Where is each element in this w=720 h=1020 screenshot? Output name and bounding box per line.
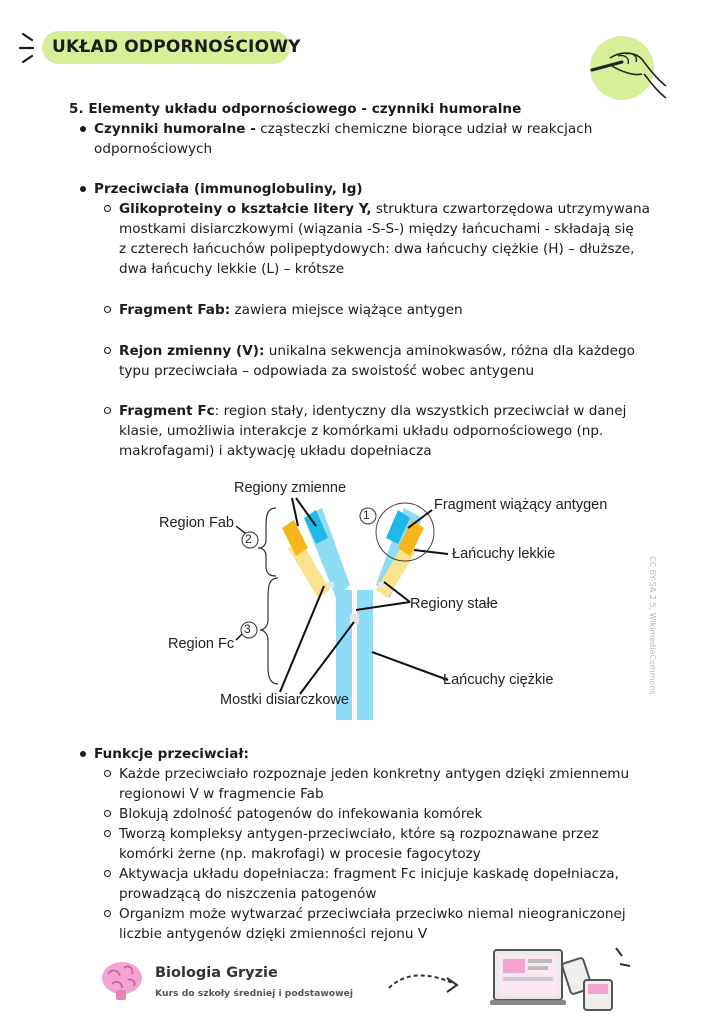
antibodies-title: Przeciwciała (immunoglobuliny, Ig) [94,181,363,197]
label-heavy-chains: Łańcuchy ciężkie [443,672,554,688]
disulfide-bridge [326,582,334,588]
humoral-line-1: Czynniki humoralne - cząsteczki chemiczne biorące udział w reakcjach [94,121,593,137]
brand-subtitle: Kurs do szkoły średniej i podstawowej [155,988,353,999]
light-variable-left [282,520,308,556]
label-light-chains: Łańcuchy lekkie [452,546,556,562]
function-item-4-line-2: prowadzącą do niszczenia patogenów [119,886,377,902]
function-item-2-line-1: Blokują zdolność patogenów do infekowania komórek [119,806,483,822]
antibody-item-4-line-2: klasie, umożliwia interakcje z komórkami układu odpornościowego (np. [119,423,604,439]
antibody-item-1-line-1: Glikoproteiny o kształcie litery Y, struktura czwartorzędowa utrzymywana [119,201,651,217]
antibody-item-3-line-1: Rejon zmienny (V): unikalna sekwencja aminokwasów, różna dla każdego [119,343,635,359]
fab-brace [258,508,276,576]
sub-bullet-icon [104,770,111,777]
number-1: 1 [363,508,370,522]
image-credit: CC BY-SA 2.5, WikimediaCommons [648,556,657,695]
antibody-item-4-line-1: Fragment Fc: region stały, identyczny dla wszystkich przeciwciał w danej [119,403,627,419]
function-item-4-line-1: Aktywacja układu dopełniacza: fragment Fc inicjuje kaskadę dopełniacza, [119,866,619,882]
label-antigen-binding: Fragment wiążący antygen [434,497,608,513]
writing-hand-icon [582,40,672,102]
sub-bullet-icon [104,205,111,212]
function-item-1-line-2: regionowi V w fragmencie Fab [119,786,324,802]
label-variable-regions: Regiony zmienne [234,480,347,496]
leader-line [372,652,448,680]
label-disulfide-bridges: Mostki disiarczkowe [220,692,349,708]
function-item-5-line-2: liczbie antygenów dzięki zmienności rejonu V [119,926,428,942]
antibody-item-2: Fragment Fab: zawiera miejsce wiążące antygen [119,302,463,318]
section-title: 5. Elementy układu odpornościowego - czynniki humoralne [69,101,522,117]
antibody-item-1-line-4: dwa łańcuchy lekkie (L) – krótsze [119,261,345,277]
function-item-5-line-1: Organizm może wytwarzać przeciwciała przeciwko niemal nieograniczonej [119,906,626,922]
number-3: 3 [244,622,251,636]
functions-title: Funkcje przeciwciał: [94,746,249,762]
devices-illustration-icon [488,944,633,1016]
sub-bullet-icon [104,407,111,414]
sub-bullet-icon [104,830,111,837]
sub-bullet-icon [104,810,111,817]
brain-logo-icon [98,958,146,1004]
label-fab-region: Region Fab [159,515,234,531]
leader-line [414,550,448,554]
leader-line [280,586,324,692]
antibody-item-1-line-3: z czterech łańcuchów polipeptydowych: dwa łańcuchy ciężkie (H) – dłuższe, [119,241,635,257]
fc-brace [260,578,278,684]
bullet-icon [80,126,86,132]
antibody-diagram [0,470,720,720]
sub-bullet-icon [104,910,111,917]
page-title: UKŁAD ODPORNOŚCIOWY [52,37,301,57]
antibody-item-4-line-3: makrofagami) i aktywację układu dopełniacza [119,443,432,459]
sub-bullet-icon [104,870,111,877]
function-item-3-line-1: Tworzą kompleksy antygen-przeciwciało, które są rozpoznawane przez [119,826,599,842]
arrow-icon [385,968,465,1002]
label-fc-region: Region Fc [168,636,235,652]
function-item-1-line-1: Każde przeciwciało rozpoznaje jeden konkretny antygen dzięki zmiennemu [119,766,630,782]
number-2: 2 [245,532,252,546]
antibody-item-1-line-2: mostkami disiarczkowymi (wiązania -S-S-) między łańcuchami - składają się [119,221,634,237]
bullet-icon [80,186,86,192]
label-constant-regions: Regiony stałe [410,596,498,612]
sub-bullet-icon [104,306,111,313]
antibody-item-3-line-2: typu przeciwciała – odpowiada za swoistość wobec antygenu [119,363,535,379]
sub-bullet-icon [104,347,111,354]
humoral-line-2: odpornościowych [94,141,213,157]
function-item-3-line-2: komórki żerne (np. makrofagi) w procesie fagocytozy [119,846,481,862]
bullet-icon [80,751,86,757]
spark-lines-icon [18,30,40,66]
brand-name: Biologia Gryzie [155,965,278,981]
